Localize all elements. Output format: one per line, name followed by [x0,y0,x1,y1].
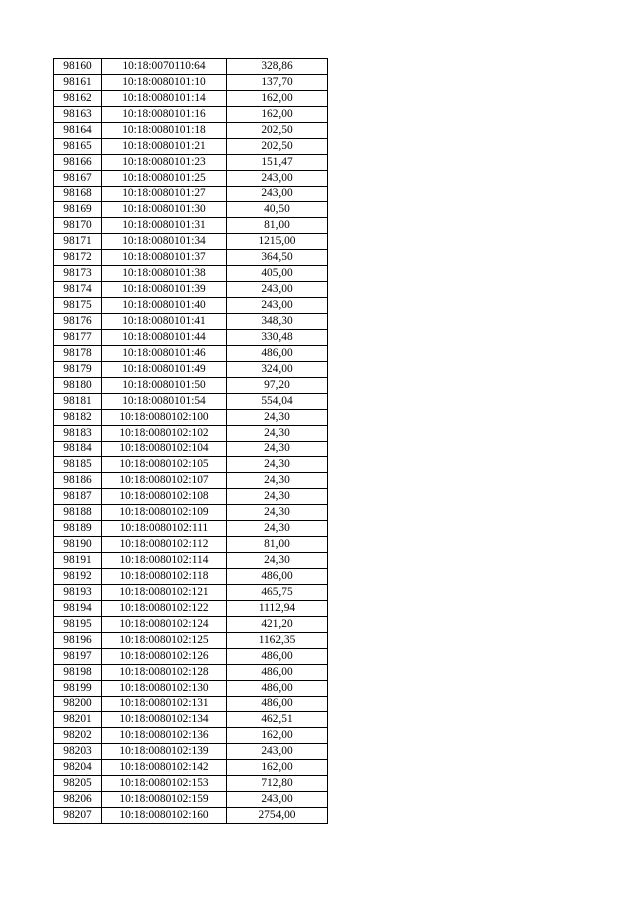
row-number-cell: 98189 [54,521,102,537]
row-number-cell: 98204 [54,760,102,776]
cadastral-number-cell: 10:18:0070110:64 [102,59,227,75]
value-cell: 24,30 [227,489,328,505]
cadastral-number-cell: 10:18:0080101:39 [102,282,227,298]
value-cell: 202,50 [227,122,328,138]
value-cell: 1112,94 [227,600,328,616]
cadastral-number-cell: 10:18:0080102:105 [102,457,227,473]
cadastral-number-cell: 10:18:0080102:125 [102,632,227,648]
row-number-cell: 98176 [54,314,102,330]
cadastral-number-cell: 10:18:0080101:14 [102,90,227,106]
table-row [54,122,328,138]
value-cell: 421,20 [227,616,328,632]
row-number-cell: 98197 [54,648,102,664]
table-row [54,298,328,314]
cadastral-number-cell: 10:18:0080101:40 [102,298,227,314]
row-number-cell: 98168 [54,186,102,202]
cadastral-number-cell: 10:18:0080102:153 [102,776,227,792]
table-row [54,409,328,425]
value-cell: 465,75 [227,584,328,600]
value-cell: 1215,00 [227,234,328,250]
row-number-cell: 98195 [54,616,102,632]
value-cell: 24,30 [227,409,328,425]
cadastral-number-cell: 10:18:0080102:109 [102,505,227,521]
table-row [54,393,328,409]
cadastral-number-cell: 10:18:0080101:34 [102,234,227,250]
value-cell: 202,50 [227,138,328,154]
cadastral-number-cell: 10:18:0080102:102 [102,425,227,441]
cadastral-number-cell: 10:18:0080101:38 [102,266,227,282]
table-row [54,489,328,505]
row-number-cell: 98163 [54,106,102,122]
value-cell: 151,47 [227,154,328,170]
value-cell: 348,30 [227,314,328,330]
value-cell: 24,30 [227,521,328,537]
value-cell: 486,00 [227,648,328,664]
table-row [54,569,328,585]
row-number-cell: 98177 [54,329,102,345]
cadastral-number-cell: 10:18:0080102:107 [102,473,227,489]
table-row [54,250,328,266]
table-row [54,106,328,122]
cadastral-number-cell: 10:18:0080102:124 [102,616,227,632]
row-number-cell: 98180 [54,377,102,393]
table-row [54,218,328,234]
cadastral-number-cell: 10:18:0080101:16 [102,106,227,122]
value-cell: 97,20 [227,377,328,393]
row-number-cell: 98194 [54,600,102,616]
table-row [54,154,328,170]
cadastral-number-cell: 10:18:0080101:21 [102,138,227,154]
value-cell: 486,00 [227,664,328,680]
value-cell: 243,00 [227,186,328,202]
cadastral-number-cell: 10:18:0080102:118 [102,569,227,585]
row-number-cell: 98187 [54,489,102,505]
cadastral-number-cell: 10:18:0080101:27 [102,186,227,202]
cadastral-number-cell: 10:18:0080102:108 [102,489,227,505]
table-row [54,90,328,106]
table-row [54,377,328,393]
cadastral-number-cell: 10:18:0080101:46 [102,345,227,361]
row-number-cell: 98206 [54,792,102,808]
value-cell: 24,30 [227,505,328,521]
row-number-cell: 98201 [54,712,102,728]
value-cell: 24,30 [227,457,328,473]
value-cell: 81,00 [227,218,328,234]
cadastral-number-cell: 10:18:0080102:112 [102,537,227,553]
value-cell: 364,50 [227,250,328,266]
table-row [54,537,328,553]
row-number-cell: 98167 [54,170,102,186]
table-row [54,808,328,824]
row-number-cell: 98160 [54,59,102,75]
table-row [54,266,328,282]
row-number-cell: 98199 [54,680,102,696]
cadastral-number-cell: 10:18:0080101:49 [102,361,227,377]
table-row [54,776,328,792]
table-row [54,680,328,696]
row-number-cell: 98207 [54,808,102,824]
cadastral-number-cell: 10:18:0080102:160 [102,808,227,824]
table-row [54,234,328,250]
row-number-cell: 98166 [54,154,102,170]
cadastral-number-cell: 10:18:0080101:23 [102,154,227,170]
row-number-cell: 98191 [54,553,102,569]
row-number-cell: 98192 [54,569,102,585]
row-number-cell: 98205 [54,776,102,792]
table-row [54,744,328,760]
table-row [54,600,328,616]
table-row [54,441,328,457]
cadastral-number-cell: 10:18:0080102:126 [102,648,227,664]
table-row [54,361,328,377]
row-number-cell: 98161 [54,74,102,90]
table-row [54,696,328,712]
cadastral-number-cell: 10:18:0080102:128 [102,664,227,680]
cadastral-number-cell: 10:18:0080102:142 [102,760,227,776]
cadastral-number-cell: 10:18:0080101:31 [102,218,227,234]
table-row [54,329,328,345]
row-number-cell: 98178 [54,345,102,361]
value-cell: 330,48 [227,329,328,345]
cadastral-number-cell: 10:18:0080101:50 [102,377,227,393]
value-cell: 162,00 [227,106,328,122]
value-cell: 462,51 [227,712,328,728]
cadastral-number-cell: 10:18:0080101:44 [102,329,227,345]
table-row [54,425,328,441]
cadastral-number-cell: 10:18:0080102:130 [102,680,227,696]
cadastral-number-cell: 10:18:0080102:131 [102,696,227,712]
table-row [54,170,328,186]
table-row [54,712,328,728]
table-row [54,138,328,154]
value-cell: 243,00 [227,282,328,298]
value-cell: 324,00 [227,361,328,377]
row-number-cell: 98169 [54,202,102,218]
table-row [54,473,328,489]
row-number-cell: 98186 [54,473,102,489]
row-number-cell: 98179 [54,361,102,377]
table-row [54,553,328,569]
row-number-cell: 98165 [54,138,102,154]
cadastral-number-cell: 10:18:0080102:104 [102,441,227,457]
table-row [54,345,328,361]
value-cell: 243,00 [227,792,328,808]
cadastral-number-cell: 10:18:0080101:30 [102,202,227,218]
row-number-cell: 98170 [54,218,102,234]
cadastral-value-table [53,58,328,824]
value-cell: 2754,00 [227,808,328,824]
row-number-cell: 98198 [54,664,102,680]
row-number-cell: 98188 [54,505,102,521]
row-number-cell: 98174 [54,282,102,298]
table-row [54,74,328,90]
row-number-cell: 98175 [54,298,102,314]
value-cell: 162,00 [227,760,328,776]
row-number-cell: 98200 [54,696,102,712]
row-number-cell: 98184 [54,441,102,457]
value-cell: 243,00 [227,170,328,186]
row-number-cell: 98173 [54,266,102,282]
table-row [54,314,328,330]
table-row [54,457,328,473]
table-row [54,648,328,664]
row-number-cell: 98171 [54,234,102,250]
table-row [54,632,328,648]
row-number-cell: 98185 [54,457,102,473]
value-cell: 24,30 [227,425,328,441]
value-cell: 162,00 [227,728,328,744]
row-number-cell: 98162 [54,90,102,106]
row-number-cell: 98181 [54,393,102,409]
value-cell: 328,86 [227,59,328,75]
value-cell: 243,00 [227,744,328,760]
value-cell: 24,30 [227,441,328,457]
cadastral-number-cell: 10:18:0080101:37 [102,250,227,266]
cadastral-number-cell: 10:18:0080102:100 [102,409,227,425]
row-number-cell: 98202 [54,728,102,744]
row-number-cell: 98164 [54,122,102,138]
value-cell: 81,00 [227,537,328,553]
table-row [54,202,328,218]
value-cell: 486,00 [227,569,328,585]
table-row [54,282,328,298]
value-cell: 1162,35 [227,632,328,648]
value-cell: 405,00 [227,266,328,282]
value-cell: 243,00 [227,298,328,314]
cadastral-number-cell: 10:18:0080102:121 [102,584,227,600]
value-cell: 486,00 [227,345,328,361]
cadastral-number-cell: 10:18:0080101:18 [102,122,227,138]
cadastral-number-cell: 10:18:0080102:136 [102,728,227,744]
row-number-cell: 98190 [54,537,102,553]
value-cell: 554,04 [227,393,328,409]
row-number-cell: 98183 [54,425,102,441]
value-cell: 486,00 [227,696,328,712]
table-row [54,760,328,776]
row-number-cell: 98203 [54,744,102,760]
table-row [54,616,328,632]
row-number-cell: 98196 [54,632,102,648]
value-cell: 162,00 [227,90,328,106]
cadastral-number-cell: 10:18:0080102:134 [102,712,227,728]
cadastral-number-cell: 10:18:0080102:111 [102,521,227,537]
table-row [54,664,328,680]
cadastral-number-cell: 10:18:0080102:159 [102,792,227,808]
value-cell: 137,70 [227,74,328,90]
cadastral-number-cell: 10:18:0080102:139 [102,744,227,760]
cadastral-number-cell: 10:18:0080101:10 [102,74,227,90]
cadastral-number-cell: 10:18:0080101:41 [102,314,227,330]
row-number-cell: 98182 [54,409,102,425]
value-cell: 24,30 [227,553,328,569]
value-cell: 24,30 [227,473,328,489]
value-cell: 40,50 [227,202,328,218]
row-number-cell: 98193 [54,584,102,600]
table-row [54,521,328,537]
table-row [54,186,328,202]
document-page [53,58,328,824]
value-cell: 486,00 [227,680,328,696]
table-row [54,59,328,75]
table-body [54,59,328,824]
table-row [54,505,328,521]
cadastral-number-cell: 10:18:0080101:54 [102,393,227,409]
cadastral-number-cell: 10:18:0080102:122 [102,600,227,616]
table-row [54,728,328,744]
row-number-cell: 98172 [54,250,102,266]
table-row [54,584,328,600]
cadastral-number-cell: 10:18:0080102:114 [102,553,227,569]
table-row [54,792,328,808]
value-cell: 712,80 [227,776,328,792]
cadastral-number-cell: 10:18:0080101:25 [102,170,227,186]
